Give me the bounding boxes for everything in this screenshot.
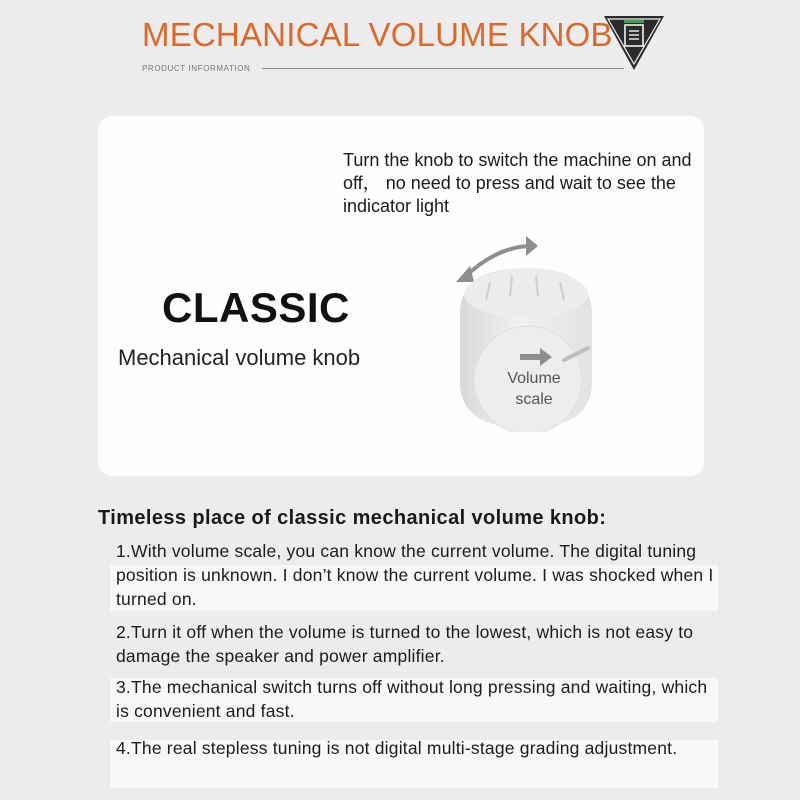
features-heading: Timeless place of classic mechanical volume knob:	[98, 507, 607, 529]
document-icon	[600, 12, 668, 74]
feature-item-2: 2.Turn it off when the volume is turned to the lowest, which is not easy to damage the speaker and power amplifier.	[116, 622, 694, 666]
feature-item-1: 1.With volume scale, you can know the current volume. The digital tuning position is unknown. I don’t know the current volume. I was shocked when I turned on.	[116, 541, 714, 609]
knob-label: Volume scale	[507, 370, 561, 408]
feature-item-4: 4.The real stepless tuning is not digital multi-stage grading adjustment.	[116, 738, 678, 758]
classic-subheading: Mechanical volume knob	[118, 345, 361, 370]
page-subtitle: PRODUCT INFORMATION	[142, 64, 251, 73]
page-title: MECHANICAL VOLUME KNOB	[142, 16, 613, 53]
classic-heading: CLASSIC	[162, 284, 350, 331]
feature-item-3: 3.The mechanical switch turns off without long pressing and waiting, which is convenient and fast.	[116, 677, 708, 721]
header-divider	[262, 68, 624, 69]
card-description: Turn the knob to switch the machine on and off， no need to press and wait to see the indicator light	[343, 150, 692, 216]
